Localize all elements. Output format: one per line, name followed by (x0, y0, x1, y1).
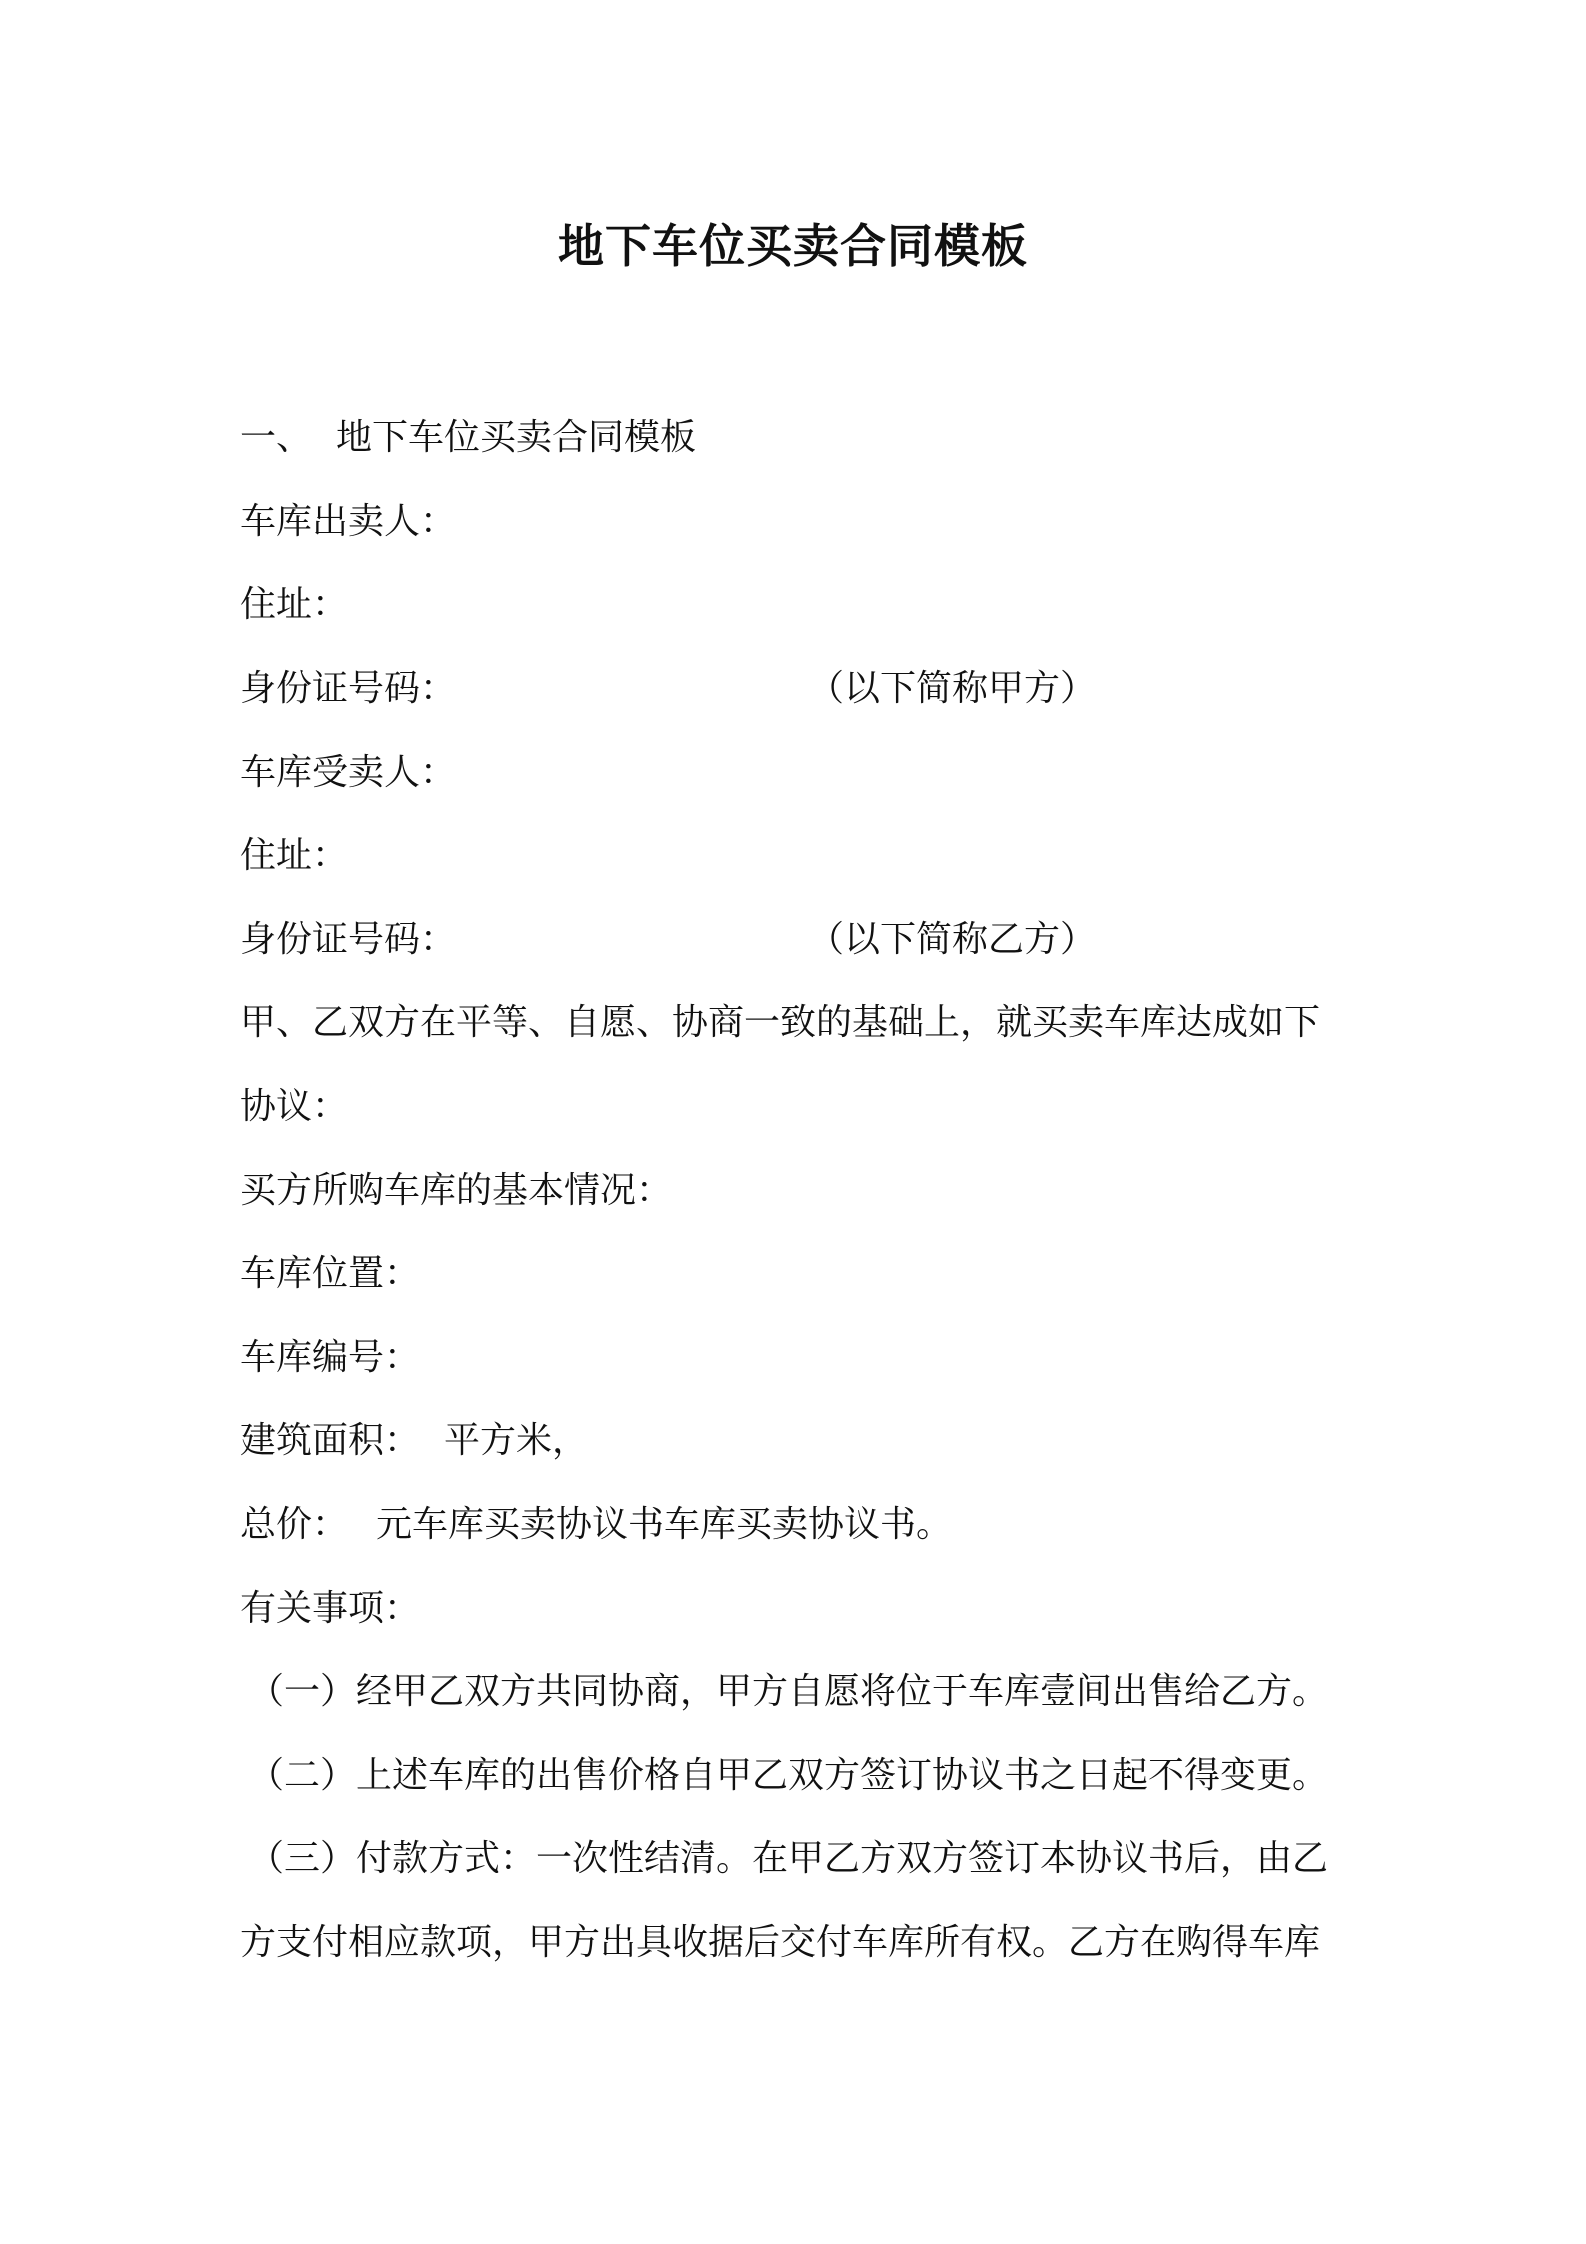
buyer-id-label: 身份证号码： (240, 919, 457, 960)
total-price-text: 元车库买卖协议书车库买卖协议书。 (376, 1504, 953, 1545)
total-price-line (240, 1500, 952, 1550)
section-heading-text: 地下车位买卖合同模板 (336, 417, 697, 458)
section-heading (240, 413, 696, 463)
clause-1: （一）经甲乙双方共同协商，甲方自愿将位于车库壹间出售给乙方。 (248, 1671, 1329, 1712)
seller-address-label: 住址： (240, 584, 349, 625)
basic-info-label: 买方所购车库的基本情况： (240, 1170, 673, 1211)
total-price-label: 总价： (240, 1504, 349, 1545)
seller-id-label: 身份证号码： (240, 668, 457, 709)
document-title: 地下车位买卖合同模板 (558, 219, 1028, 273)
location-label: 车库位置： (240, 1253, 421, 1294)
area-line (240, 1416, 588, 1466)
area-label: 建筑面积： (240, 1420, 421, 1461)
buyer-label: 车库受卖人： (240, 752, 457, 793)
matters-label: 有关事项： (240, 1588, 421, 1629)
buyer-address-label: 住址： (240, 835, 349, 876)
area-unit: 平方米， (444, 1420, 589, 1461)
agreement-intro-line-1: 甲、乙双方在平等、自愿、协商一致的基础上，就买卖车库达成如下 (240, 1002, 1321, 1043)
section-number: 一、 (240, 417, 313, 458)
clause-3-line-2: 方支付相应款项，甲方出具收据后交付车库所有权。乙方在购得车库 (240, 1922, 1321, 1963)
seller-abbreviation: （以下简称甲方） (808, 668, 1097, 709)
clause-3-line-1: （三）付款方式：一次性结清。在甲乙方双方签订本协议书后，由乙 (248, 1838, 1329, 1879)
buyer-abbreviation: （以下简称乙方） (808, 919, 1097, 960)
clause-2: （二）上述车库的出售价格自甲乙双方签订协议书之日起不得变更。 (248, 1755, 1329, 1796)
seller-label: 车库出卖人： (240, 501, 457, 542)
agreement-intro-line-2: 协议： (240, 1086, 349, 1127)
garage-number-label: 车库编号： (240, 1337, 421, 1378)
